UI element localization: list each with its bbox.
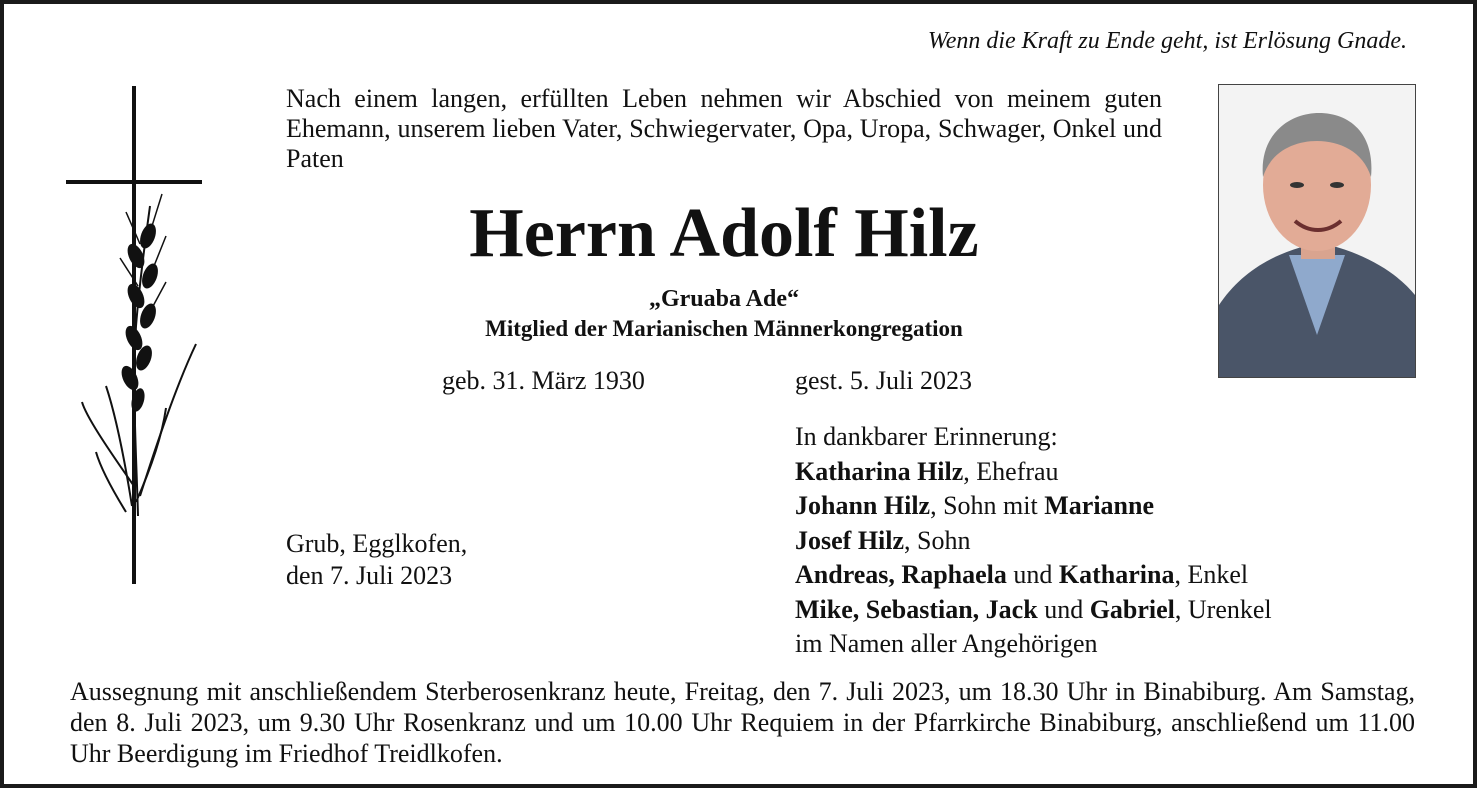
date-line: den 7. Juli 2023	[286, 561, 453, 590]
membership: Mitglied der Marianischen Männerkongregation	[485, 316, 963, 341]
ceremony-details: Aussegnung mit anschließendem Sterberosenkranz heute, Freitag, den 7. Juli 2023, um 18.30 Uhr in Binabiburg. Am Samstag, den 8. Juli 2023, um 9.30 Uhr Rosenkranz und um 10.00 Uhr Requiem in der Pfarrkirche Binabiburg, anschließend um 11.00 Uhr Beerdigung im Friedhof Treidlkofen.	[70, 677, 1415, 768]
cross-with-wheat-icon	[66, 86, 206, 591]
mourners-closing: im Namen aller Angehörigen	[795, 629, 1098, 658]
mourners-list	[795, 420, 1272, 662]
place-line: Grub, Egglkofen,	[286, 529, 468, 558]
mourner-line: Josef Hilz, Sohn	[795, 525, 971, 555]
deceased-name: Herrn Adolf Hilz	[469, 195, 979, 272]
death-date: gest. 5. Juli 2023	[795, 366, 972, 395]
portrait-photo	[1218, 84, 1416, 378]
mourner-line: Andreas, Raphaela und Katharina, Enkel	[795, 560, 1249, 589]
mourners-heading: In dankbarer Erinnerung:	[795, 422, 1058, 451]
nickname: „Gruaba Ade“	[648, 286, 800, 312]
mourner-line: Katharina Hilz, Ehefrau	[795, 456, 1059, 486]
motto: Wenn die Kraft zu Ende geht, ist Erlösung Gnade.	[927, 28, 1407, 54]
mourner-line: Mike, Sebastian, Jack und Gabriel, Urenkel	[795, 594, 1272, 624]
mourner-line: Johann Hilz, Sohn mit Marianne	[795, 491, 1154, 520]
intro-text: Nach einem langen, erfüllten Leben nehmen wir Abschied von meinem guten Ehemann, unserem lieben Vater, Schwiegervater, Opa, Uropa, Schwager, Onkel und Paten	[286, 84, 1162, 173]
place-and-date	[286, 528, 467, 592]
birth-date: geb. 31. März 1930	[442, 366, 645, 395]
